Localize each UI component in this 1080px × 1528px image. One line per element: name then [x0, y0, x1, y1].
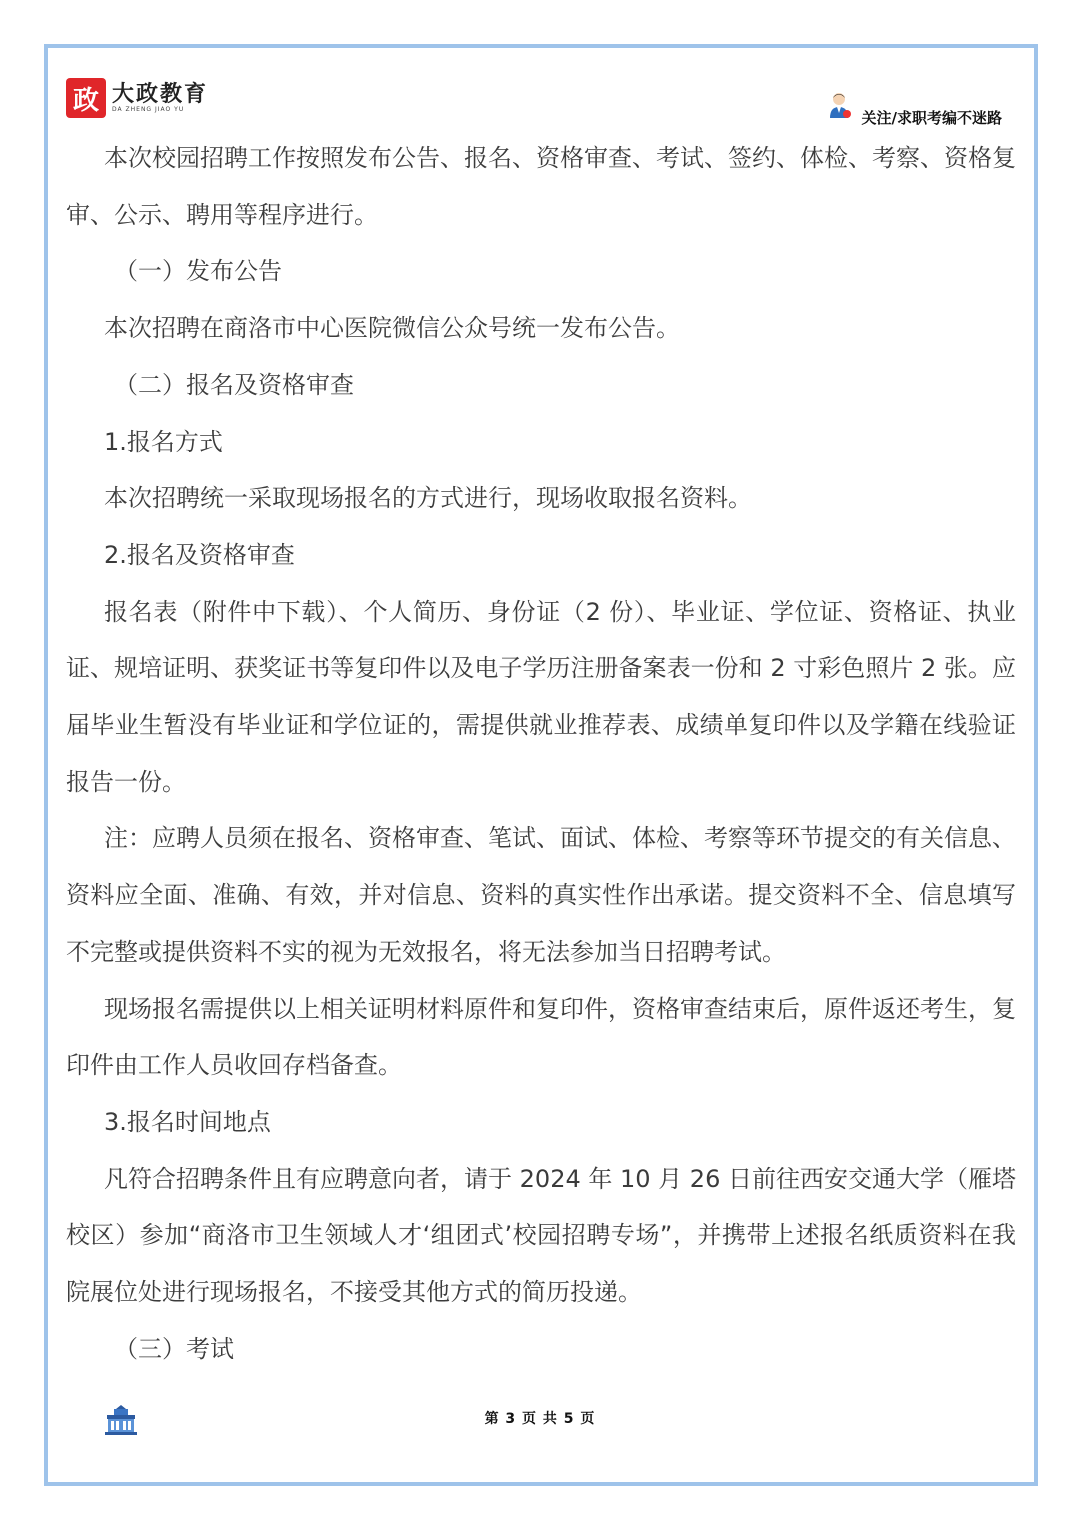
logo-name: 大政教育: [112, 81, 209, 107]
page-number: 第 3 页 共 5 页: [484, 1411, 596, 1427]
person-avatar-icon: [828, 90, 852, 124]
paragraph: 报名表（附件中下载）、个人简历、身份证（2 份）、毕业证、学位证、资格证、执业证、规培证明、获奖证书等复印件以及电子学历注册备案表一份和 2 寸彩色照片 2 张。应届毕业生暂没有毕业证和学位证的，需提供就业推荐表、成绩单复印件以及学籍在线验证报告一份。: [66, 597, 1016, 796]
document-body: [66, 130, 1016, 1377]
paragraph: 现场报名需提供以上相关证明材料原件和复印件，资格审查结束后，原件返还考生，复印件由工作人员收回存档备查。: [66, 994, 1016, 1080]
brand-logo: [66, 78, 208, 118]
follow-slogan: 关注/求职考编不迷路: [861, 109, 1002, 127]
section-heading: （三）考试: [114, 1334, 234, 1363]
logo-subtitle: DA ZHENG JIAO YU: [112, 106, 185, 113]
logo-text-group: [112, 82, 208, 114]
logo-mark-icon: 政: [66, 78, 106, 118]
paragraph: 本次招聘统一采取现场报名的方式进行，现场收取报名资料。: [104, 484, 752, 513]
section-heading: （一）发布公告: [114, 257, 282, 286]
paragraph: 本次招聘在商洛市中心医院微信公众号统一发布公告。: [104, 314, 680, 343]
note-paragraph: 注：应聘人员须在报名、资格审查、笔试、面试、体检、考察等环节提交的有关信息、资料应全面、准确、有效，并对信息、资料的真实性作出承诺。提交资料不全、信息填写不完整或提供资料不实的视为无效报名，将无法参加当日招聘考试。: [66, 824, 1016, 966]
subsection-heading: 2.报名及资格审查: [104, 540, 295, 569]
subsection-heading: 1.报名方式: [104, 427, 223, 456]
paragraph: 凡符合招聘条件且有应聘意向者，请于 2024 年 10 月 26 日前往西安交通大学（雁塔校区）参加“商洛市卫生领域人才‘组团式’校园招聘专场”，并携带上述报名纸质资料在我院展位处进行现场报名，不接受其他方式的简历投递。: [66, 1164, 1016, 1307]
section-heading: （二）报名及资格审查: [114, 370, 354, 399]
paragraph: 本次校园招聘工作按照发布公告、报名、资格审查、考试、签约、体检、考察、资格复审、公示、聘用等程序进行。: [66, 144, 1016, 229]
subsection-heading: 3.报名时间地点: [104, 1107, 271, 1136]
follow-banner: [828, 90, 1002, 127]
